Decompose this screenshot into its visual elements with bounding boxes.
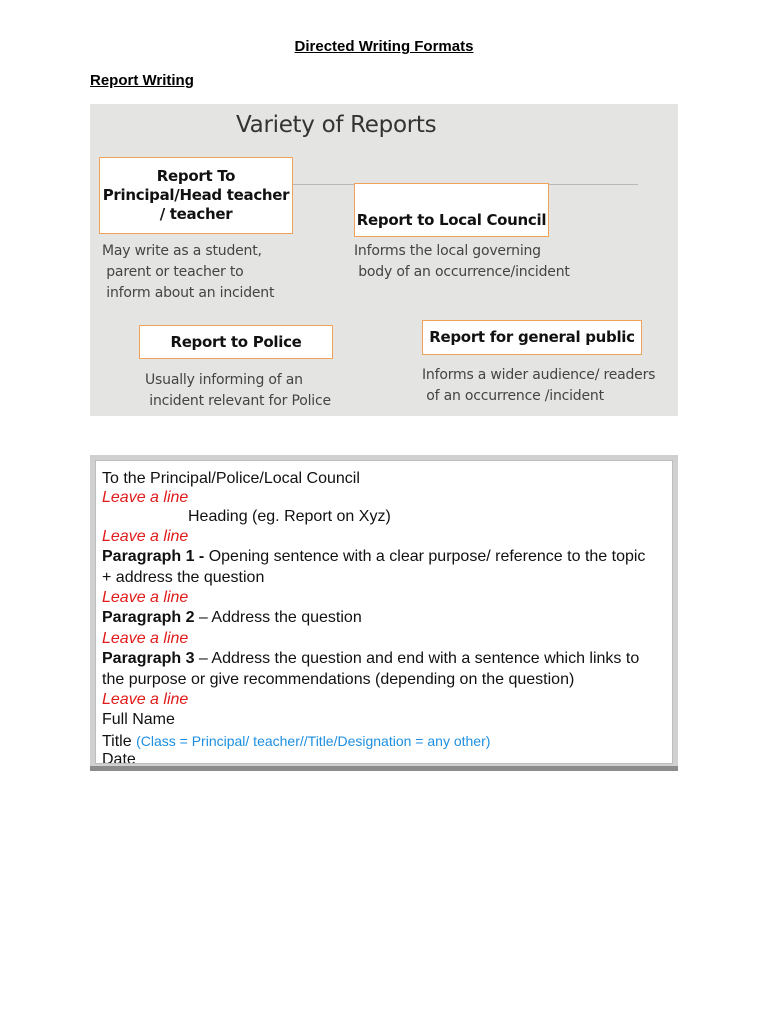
report-format-content — [95, 460, 673, 764]
desc-principal-line-3: inform about an incident — [102, 285, 275, 301]
format-leave-line-5: Leave a line — [102, 691, 189, 708]
desc-police — [145, 370, 331, 412]
desc-principal — [102, 241, 274, 304]
p2-text: – Address the question — [194, 609, 362, 626]
format-full-name: Full Name — [102, 711, 175, 728]
format-paragraph-2 — [102, 608, 362, 628]
p1-text: Opening sentence with a clear purpose/ reference to the topic — [204, 548, 646, 565]
format-to-line: To the Principal/Police/Local Council — [102, 470, 360, 487]
p1-label: Paragraph 1 - — [102, 548, 205, 565]
box-principal-line-1: Report To — [156, 167, 236, 185]
box-public-label: Report for general public — [429, 328, 635, 346]
box-police-label: Report to Police — [170, 332, 302, 351]
format-date: Date — [102, 751, 136, 764]
desc-public-line-1: Informs a wider audience/ readers — [422, 367, 656, 383]
format-paragraph-3-cont: the purpose or give recommendations (depending on the question) — [102, 671, 575, 688]
desc-principal-line-2: parent or teacher to — [102, 264, 244, 280]
format-leave-line-2: Leave a line — [102, 528, 189, 545]
format-leave-line-1: Leave a line — [102, 489, 189, 506]
desc-principal-line-1: May write as a student, — [102, 243, 262, 259]
p2-label: Paragraph 2 — [102, 609, 195, 626]
box-council-label: Report to Local Council — [356, 210, 547, 229]
format-title-line — [102, 731, 490, 752]
format-paragraph-3 — [102, 649, 639, 669]
section-heading-report-writing: Report Writing — [90, 72, 194, 89]
desc-public — [422, 365, 655, 407]
box-report-for-general-public — [422, 320, 642, 355]
format-leave-line-3: Leave a line — [102, 589, 189, 606]
format-paragraph-1 — [102, 547, 645, 567]
box-report-to-local-council — [354, 183, 549, 237]
desc-public-line-2: of an occurrence /incident — [422, 388, 604, 404]
format-paragraph-1-cont: + address the question — [102, 569, 265, 586]
box-principal-line-2: Principal/Head teacher — [102, 186, 290, 204]
p3-text: – Address the question and end with a sentence which links to — [194, 650, 640, 667]
slide-title: Variety of Reports — [236, 112, 437, 138]
desc-council-line-1: Informs the local governing — [354, 243, 541, 259]
variety-of-reports-slide — [90, 104, 678, 416]
report-format-box — [90, 455, 678, 771]
format-heading: Heading (eg. Report on Xyz) — [188, 508, 391, 525]
box-principal-line-3: / teacher — [159, 205, 233, 223]
desc-police-line-2: incident relevant for Police — [145, 393, 331, 409]
desc-council-line-2: body of an occurrence/incident — [354, 264, 570, 280]
box-report-to-police — [139, 325, 333, 359]
document-title: Directed Writing Formats — [294, 38, 474, 55]
desc-police-line-1: Usually informing of an — [145, 372, 303, 388]
box-report-to-principal — [99, 157, 293, 234]
title-label: Title — [102, 733, 132, 750]
format-box-bottom-bar — [90, 766, 678, 771]
desc-council — [354, 241, 570, 283]
p3-label: Paragraph 3 — [102, 650, 195, 667]
title-note: (Class = Principal/ teacher//Title/Designation = any other) — [136, 733, 491, 749]
format-leave-line-4: Leave a line — [102, 630, 189, 647]
